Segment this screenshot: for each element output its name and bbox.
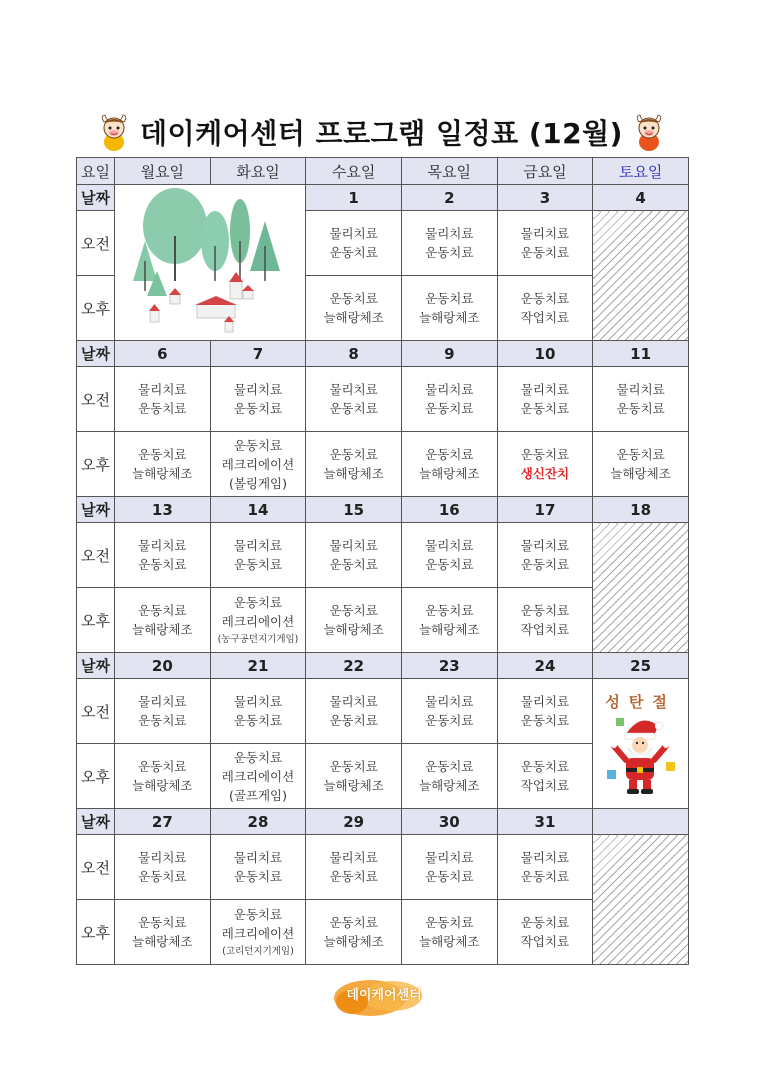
am-cell: 물리치료 운동치료 [306, 679, 402, 744]
date-cell: 27 [115, 809, 211, 835]
pm-cell: 운동치료 작업치료 [497, 744, 593, 809]
am-cell: 물리치료 운동치료 [306, 835, 402, 900]
date-label: 날짜 [77, 653, 115, 679]
pm-label: 오후 [77, 276, 115, 341]
pm-cell: 운동치료 늘해랑체조 [306, 276, 402, 341]
date-cell: 30 [401, 809, 497, 835]
am-cell: 물리치료 운동치료 [401, 367, 497, 432]
date-cell: 22 [306, 653, 402, 679]
pm-cell: 운동치료 작업치료 [497, 588, 593, 653]
date-cell-sat [593, 809, 689, 835]
closed-saturday-cell [593, 835, 689, 965]
am-row [77, 835, 689, 900]
date-cell: 8 [306, 341, 402, 367]
closed-saturday-cell [593, 523, 689, 653]
pm-cell: 운동치료 늘해랑체조 [401, 900, 497, 965]
date-cell: 16 [401, 497, 497, 523]
am-cell: 물리치료 운동치료 [115, 679, 211, 744]
corner-label: 요일 [77, 158, 115, 185]
am-cell: 물리치료 운동치료 [401, 835, 497, 900]
pm-cell: 운동치료 늘해랑체조 [115, 588, 211, 653]
am-row [77, 679, 689, 744]
date-cell: 24 [497, 653, 593, 679]
winter-village-illustration [115, 185, 306, 341]
date-row [77, 341, 689, 367]
date-cell: 10 [497, 341, 593, 367]
pm-cell: 운동치료 늘해랑체조 [401, 276, 497, 341]
date-row [77, 653, 689, 679]
am-cell: 물리치료 운동치료 [115, 367, 211, 432]
weekday-fri: 금요일 [497, 158, 593, 185]
date-row [77, 185, 689, 211]
date-cell: 23 [401, 653, 497, 679]
date-label: 날짜 [77, 809, 115, 835]
weekday-tue: 화요일 [210, 158, 306, 185]
pm-cell: 운동치료 늘해랑체조 [306, 744, 402, 809]
date-row [77, 497, 689, 523]
page-title-row [0, 110, 763, 154]
am-row [77, 523, 689, 588]
am-cell: 물리치료 운동치료 [210, 367, 306, 432]
pm-cell: 운동치료 늘해랑체조 [115, 900, 211, 965]
pm-cell: 운동치료 늘해랑체조 [115, 432, 211, 497]
footer-logo-text: 데이케어센터 [346, 988, 422, 1003]
pm-label: 오후 [77, 744, 115, 809]
page-title: 데이케어센터 프로그램 일정표 (12월) [140, 117, 623, 150]
pm-cell: 운동치료 늘해랑체조 [306, 432, 402, 497]
am-cell: 물리치료 운동치료 [210, 679, 306, 744]
am-cell: 물리치료 운동치료 [306, 211, 402, 276]
date-cell: 21 [210, 653, 306, 679]
pm-cell: 운동치료 레크리에이션 (고리던지기게임) [210, 900, 306, 965]
weekday-sat: 토요일 [593, 158, 689, 185]
pm-cell: 운동치료 늘해랑체조 [401, 744, 497, 809]
am-label: 오전 [77, 679, 115, 744]
date-cell: 29 [306, 809, 402, 835]
date-cell-sat: 11 [593, 341, 689, 367]
am-cell: 물리치료 운동치료 [497, 523, 593, 588]
date-cell: 7 [210, 341, 306, 367]
am-cell: 물리치료 운동치료 [401, 211, 497, 276]
am-cell: 물리치료 운동치료 [115, 523, 211, 588]
date-cell-holiday: 25 [593, 653, 689, 679]
pm-label: 오후 [77, 900, 115, 965]
am-cell: 물리치료 운동치료 [497, 211, 593, 276]
date-cell: 17 [497, 497, 593, 523]
cow-mascot-icon [631, 112, 667, 152]
am-cell: 물리치료 운동치료 [115, 835, 211, 900]
winter-trees-icon [115, 186, 305, 336]
holiday-label: 성탄절 [605, 693, 676, 711]
date-cell: 2 [401, 185, 497, 211]
date-cell: 20 [115, 653, 211, 679]
pm-cell: 운동치료 늘해랑체조 [401, 432, 497, 497]
weekday-header-row [77, 158, 689, 185]
pm-cell: 운동치료 작업치료 [497, 900, 593, 965]
am-row [77, 367, 689, 432]
date-label: 날짜 [77, 185, 115, 211]
am-cell: 물리치료 운동치료 [401, 523, 497, 588]
am-cell: 물리치료 운동치료 [593, 367, 689, 432]
schedule-table [76, 157, 689, 965]
pm-cell: 운동치료 늘해랑체조 [593, 432, 689, 497]
pm-cell: 운동치료 늘해랑체조 [115, 744, 211, 809]
date-cell: 13 [115, 497, 211, 523]
weekday-thu: 목요일 [401, 158, 497, 185]
pm-cell: 운동치료 늘해랑체조 [306, 900, 402, 965]
pm-cell: 운동치료 생신잔치 [497, 432, 593, 497]
birthday-party-label: 생신잔치 [520, 466, 570, 481]
date-cell: 31 [497, 809, 593, 835]
am-cell: 물리치료 운동치료 [401, 679, 497, 744]
pm-cell: 운동치료 작업치료 [497, 276, 593, 341]
pm-row [77, 432, 689, 497]
date-cell: 14 [210, 497, 306, 523]
pm-cell: 운동치료 늘해랑체조 [401, 588, 497, 653]
weekday-wed: 수요일 [306, 158, 402, 185]
closed-saturday-cell [593, 211, 689, 341]
date-cell: 9 [401, 341, 497, 367]
am-cell: 물리치료 운동치료 [306, 367, 402, 432]
date-label: 날짜 [77, 341, 115, 367]
christmas-holiday-cell [593, 679, 689, 809]
am-cell: 물리치료 운동치료 [210, 523, 306, 588]
pm-label: 오후 [77, 432, 115, 497]
date-label: 날짜 [77, 497, 115, 523]
santa-icon [606, 712, 676, 796]
date-cell: 28 [210, 809, 306, 835]
am-label: 오전 [77, 523, 115, 588]
pm-cell: 운동치료 레크리에이션 (골프게임) [210, 744, 306, 809]
pm-cell: 운동치료 늘해랑체조 [306, 588, 402, 653]
am-cell: 물리치료 운동치료 [306, 523, 402, 588]
am-cell: 물리치료 운동치료 [497, 367, 593, 432]
date-cell-sat: 4 [593, 185, 689, 211]
date-cell-sat: 18 [593, 497, 689, 523]
am-cell: 물리치료 운동치료 [210, 835, 306, 900]
date-cell: 1 [306, 185, 402, 211]
date-row [77, 809, 689, 835]
date-cell: 6 [115, 341, 211, 367]
pm-label: 오후 [77, 588, 115, 653]
am-cell: 물리치료 운동치료 [497, 835, 593, 900]
am-cell: 물리치료 운동치료 [497, 679, 593, 744]
date-cell: 15 [306, 497, 402, 523]
weekday-mon: 월요일 [115, 158, 211, 185]
pm-cell: 운동치료 레크리에이션 (볼링게임) [210, 432, 306, 497]
pm-cell: 운동치료 레크리에이션 (농구공던지기게임) [210, 588, 306, 653]
date-cell: 3 [497, 185, 593, 211]
am-label: 오전 [77, 211, 115, 276]
am-label: 오전 [77, 367, 115, 432]
cow-mascot-icon [96, 112, 132, 152]
am-label: 오전 [77, 835, 115, 900]
